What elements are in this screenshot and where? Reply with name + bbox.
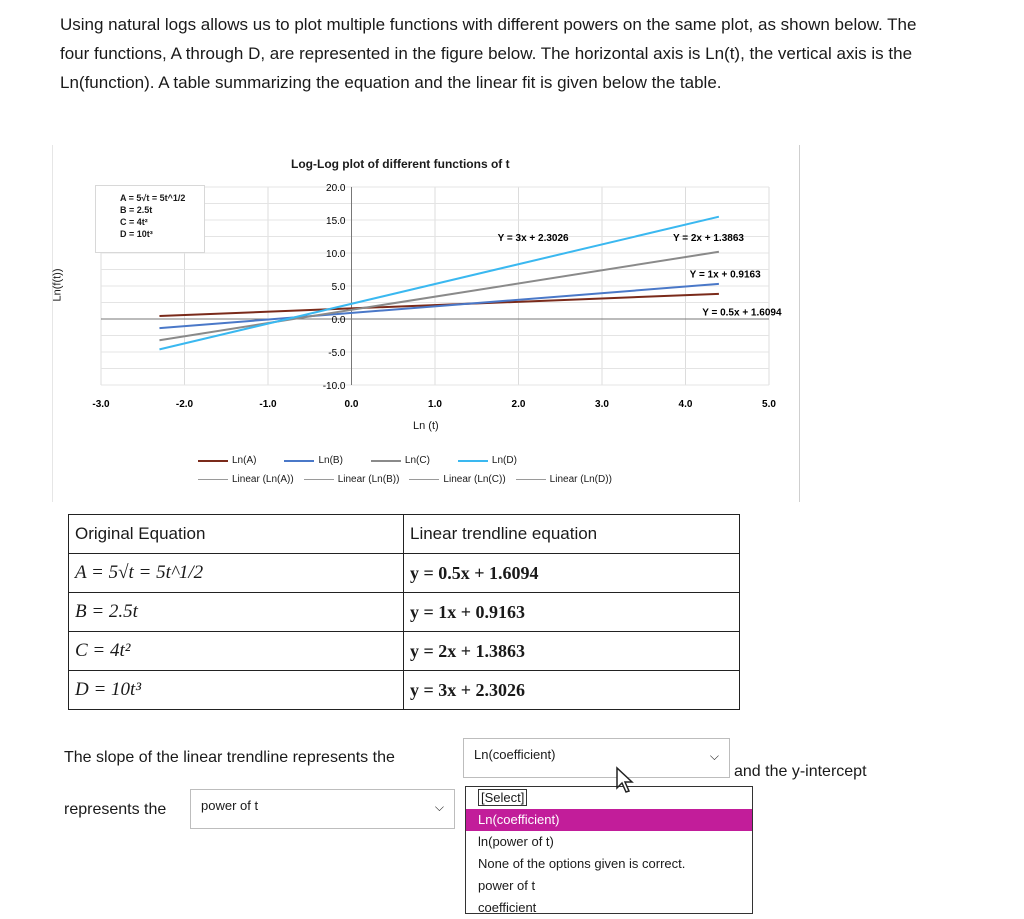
y-tick-label: 5.0 bbox=[331, 282, 346, 293]
dropdown-option-power-of-t[interactable]: power of t bbox=[478, 878, 536, 893]
y-axis-label: Ln(f(t)) bbox=[51, 268, 64, 302]
table-cell: A = 5√t = 5t^1/2 bbox=[69, 554, 404, 593]
x-tick-label: 5.0 bbox=[762, 399, 776, 410]
table-cell: C = 4t² bbox=[69, 632, 404, 671]
legend-item-linear-a: Linear (Ln(A)) bbox=[198, 474, 294, 485]
inset-legend-a: A = 5√t = 5t^1/2 bbox=[120, 193, 186, 203]
y-tick-label: -5.0 bbox=[328, 348, 346, 359]
series-line-lnb bbox=[159, 284, 718, 328]
intercept-select-value: power of t bbox=[201, 798, 259, 813]
intercept-answer-select[interactable] bbox=[190, 789, 455, 829]
table-cell: B = 2.5t bbox=[69, 593, 404, 632]
x-tick-label: -1.0 bbox=[259, 399, 277, 410]
x-tick-label: -3.0 bbox=[92, 399, 110, 410]
y-tick-label: 15.0 bbox=[326, 216, 346, 227]
mouse-cursor-icon bbox=[615, 766, 635, 794]
inset-equation-legend bbox=[95, 185, 205, 253]
table-header-row bbox=[69, 515, 740, 554]
x-tick-label: 2.0 bbox=[511, 399, 526, 410]
dropdown-option-ln-power-of-t[interactable]: ln(power of t) bbox=[478, 834, 554, 849]
trendline-equation-label: Y = 3x + 2.3026 bbox=[497, 233, 569, 245]
y-tick-label: 20.0 bbox=[326, 183, 346, 194]
dropdown-option-none[interactable]: None of the options given is correct. bbox=[478, 856, 686, 871]
chevron-down-icon: ⌵ bbox=[709, 749, 719, 763]
x-axis-label: Ln (t) bbox=[413, 420, 439, 432]
legend-item-ln-b: Ln(B) bbox=[284, 455, 342, 466]
trendline-equation-label: Y = 0.5x + 1.6094 bbox=[702, 307, 782, 319]
series-line-lnc bbox=[159, 252, 718, 340]
equation-summary-table bbox=[68, 514, 740, 710]
x-tick-label: 0.0 bbox=[344, 399, 359, 410]
table-cell: y = 2x + 1.3863 bbox=[404, 632, 740, 671]
table-row bbox=[69, 593, 740, 632]
dropdown-option-coefficient[interactable]: coefficient bbox=[478, 900, 537, 915]
legend-item-linear-b: Linear (Ln(B)) bbox=[304, 474, 400, 485]
table-header: Linear trendline equation bbox=[404, 515, 740, 554]
chart-legend bbox=[198, 455, 658, 493]
legend-item-ln-d: Ln(D) bbox=[458, 455, 517, 466]
table-cell: D = 10t³ bbox=[69, 671, 404, 710]
slope-select-value: Ln(coefficient) bbox=[474, 747, 556, 762]
legend-item-ln-c: Ln(C) bbox=[371, 455, 430, 466]
table-cell: y = 3x + 2.3026 bbox=[404, 671, 740, 710]
table-row bbox=[69, 554, 740, 593]
x-tick-label: -2.0 bbox=[175, 399, 194, 410]
y-tick-label: 0.0 bbox=[331, 315, 346, 326]
x-tick-label: 4.0 bbox=[678, 399, 693, 410]
x-tick-label: 3.0 bbox=[595, 399, 609, 410]
dropdown-option-select[interactable]: [Select] bbox=[466, 787, 752, 809]
slope-dropdown-menu bbox=[465, 786, 753, 914]
table-row bbox=[69, 671, 740, 710]
log-log-chart bbox=[52, 145, 800, 502]
question-text-part2: and the y-intercept bbox=[734, 763, 867, 780]
y-tick-label: 10.0 bbox=[326, 249, 346, 260]
inset-legend-c: C = 4t² bbox=[120, 217, 148, 227]
table-cell: y = 1x + 0.9163 bbox=[404, 593, 740, 632]
y-tick-label: -10.0 bbox=[322, 381, 346, 392]
inset-legend-b: B = 2.5t bbox=[120, 205, 153, 215]
question-text-part3: represents the bbox=[64, 801, 167, 818]
x-tick-label: 1.0 bbox=[428, 399, 442, 410]
dropdown-option-ln-coefficient[interactable]: Ln(coefficient) bbox=[466, 809, 752, 831]
question-intro-text: Using natural logs allows us to plot multiple functions with different powers on the same plot, as shown below. The four functions, A through D, are represented in the figure below. The horizontal axis is Ln(t), the vertical axis is the Ln(function). A table summarizing the equation and the linear fit is given below the table. bbox=[60, 15, 917, 92]
trendline-equation-label: Y = 1x + 0.9163 bbox=[689, 269, 761, 281]
legend-item-linear-d: Linear (Ln(D)) bbox=[516, 474, 612, 485]
chart-title: Log-Log plot of different functions of t bbox=[291, 157, 510, 171]
series-line-lna bbox=[159, 294, 718, 316]
table-header: Original Equation bbox=[69, 515, 404, 554]
chevron-down-icon: ⌵ bbox=[434, 800, 444, 814]
slope-answer-select[interactable] bbox=[463, 738, 730, 778]
legend-item-linear-c: Linear (Ln(C)) bbox=[409, 474, 505, 485]
legend-item-ln-a: Ln(A) bbox=[198, 455, 256, 466]
table-row bbox=[69, 632, 740, 671]
table-cell: y = 0.5x + 1.6094 bbox=[404, 554, 740, 593]
trendline-equation-label: Y = 2x + 1.3863 bbox=[672, 233, 744, 245]
inset-legend-d: D = 10t³ bbox=[120, 229, 153, 239]
question-text-part1: The slope of the linear trendline represents the bbox=[64, 749, 395, 766]
